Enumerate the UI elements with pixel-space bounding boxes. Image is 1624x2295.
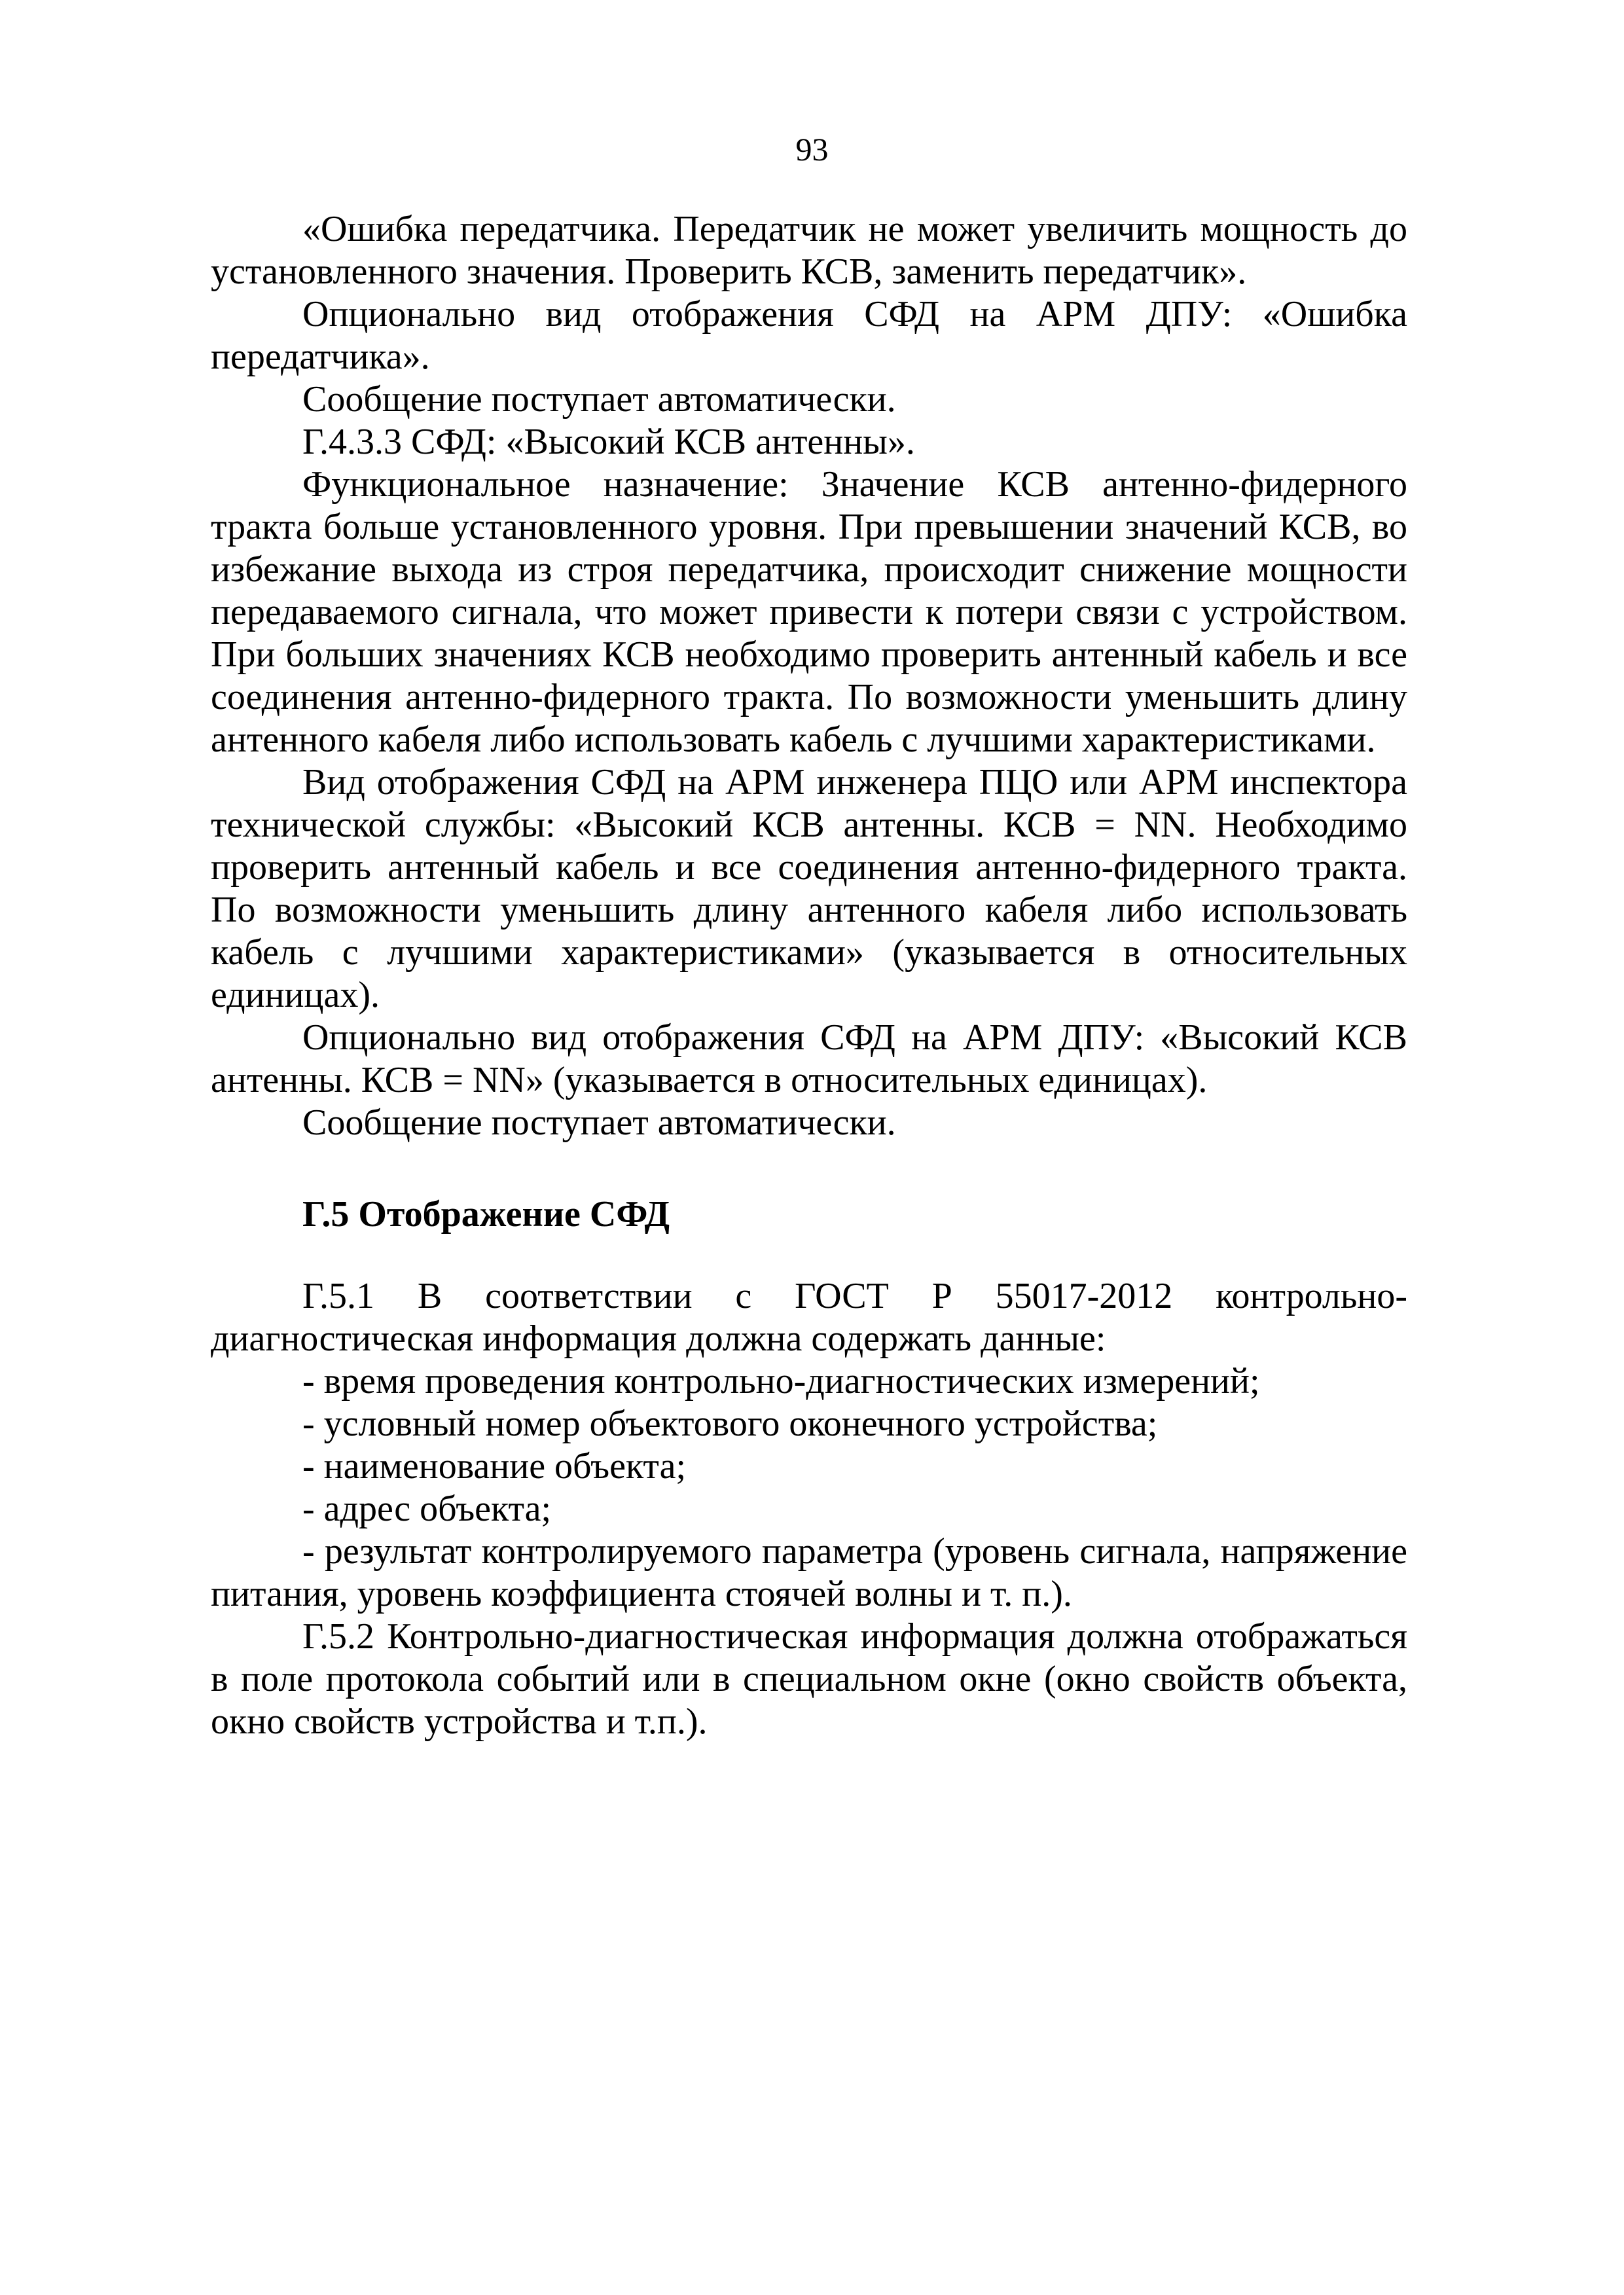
paragraph-subsection-title-g433: Г.4.3.3 СФД: «Высокий КСВ антенны». [302, 422, 915, 462]
list-item: - адрес объекта; [302, 1489, 552, 1529]
list-item: - наименование объекта; [302, 1446, 687, 1487]
page-number: 93 [795, 131, 829, 168]
list-item: - результат контролируемого параметра (уровень сигнала, напряжение питания, уровень коэффициента стоячей волны и т. п.). [211, 1531, 1407, 1614]
paragraph-optional-dpu-transmitter-error: Опционально вид отображения СФД на АРМ ДПУ: «Ошибка передатчика». [211, 294, 1407, 377]
paragraph-display-engineer-inspector: Вид отображения СФД на АРМ инженера ПЦО или АРМ инспектора технической службы: «Высокий КСВ антенны. КСВ = NN. Необходимо проверить антенный кабель и все соединения антенно-фидерного тракта. По возможности уменьшить длину антенного кабеля либо использовать кабель с лучшими характеристиками» (указывается в относительных единицах). [211, 762, 1407, 1015]
list-item: - время проведения контрольно-диагностических измерений; [302, 1361, 1260, 1401]
document-body [211, 208, 1407, 1743]
list-item: - условный номер объектового оконечного устройства; [302, 1403, 1158, 1444]
paragraph-optional-dpu-high-swr: Опционально вид отображения СФД на АРМ ДПУ: «Высокий КСВ антенны. КСВ = NN» (указывается в относительных единицах). [211, 1017, 1407, 1100]
paragraph-automatic-message-2: Сообщение поступает автоматически. [302, 1102, 896, 1143]
section-closing-paragraph: Г.5.2 Контрольно-диагностическая информация должна отображаться в поле протокола событий или в специальном окне (окно свойств объекта, окно свойств устройства и т.п.). [211, 1616, 1407, 1742]
paragraph-transmitter-error-message: «Ошибка передатчика. Передатчик не может увеличить мощность до установленного значения. Проверить КСВ, заменить передатчик». [211, 209, 1407, 292]
paragraph-functional-purpose: Функциональное назначение: Значение КСВ антенно-фидерного тракта больше установленного уровня. При превышении значений КСВ, во избежание выхода из строя передатчика, происходит снижение мощности передаваемого сигнала, что может привести к потери связи с устройством. При больших значениях КСВ необходимо проверить антенный кабель и все соединения антенно-фидерного тракта. По возможности уменьшить длину антенного кабеля либо использовать кабель с лучшими характеристиками. [211, 464, 1407, 760]
section-heading: Г.5 Отображение СФД [302, 1194, 670, 1235]
paragraph-automatic-message-1: Сообщение поступает автоматически. [302, 379, 896, 420]
section-intro-paragraph: Г.5.1 В соответствии с ГОСТ Р 55017-2012 контрольно-диагностическая информация должна содержать данные: [211, 1276, 1407, 1359]
